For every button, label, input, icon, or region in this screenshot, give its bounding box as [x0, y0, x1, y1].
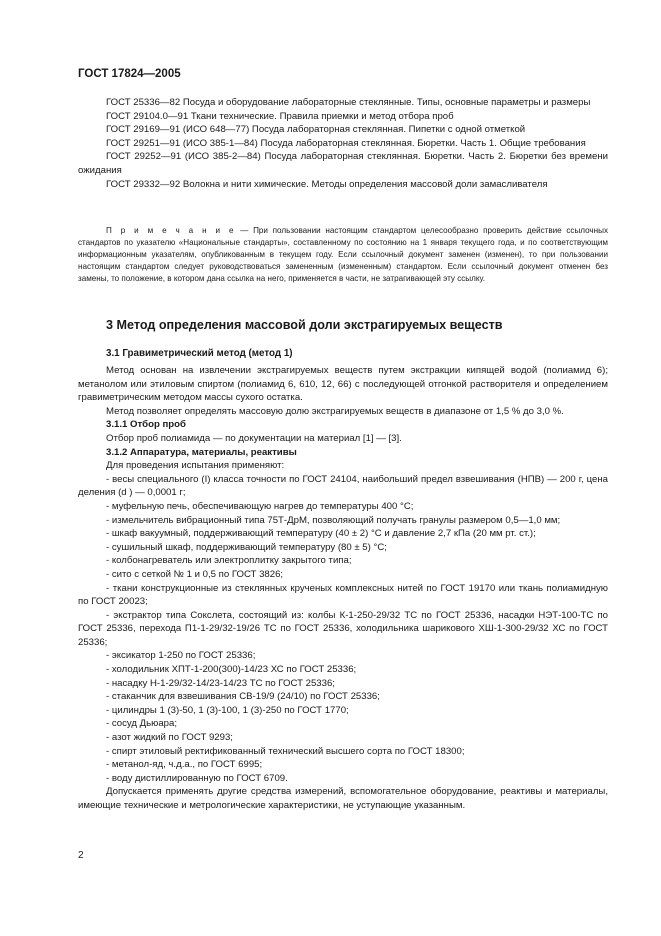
- reference-item: ГОСТ 29251—91 (ИСО 385-1—84) Посуда лабораторная стеклянная. Бюретки. Часть 1. Общие требования: [106, 137, 586, 149]
- document-header: ГОСТ 17824—2005: [78, 68, 181, 80]
- note-label: П р и м е ч а н и е: [106, 226, 236, 235]
- equipment-item: - азот жидкий по ГОСТ 9293;: [106, 732, 233, 744]
- equipment-item: - экстрактор типа Сокслета, состоящий из: колбы К-1-250-29/32 ТС по ГОСТ 25336, насадки НЭТ-100-ТС по ГОСТ 25336, перехода П1-1-29/32-19/26 ТС по ГОСТ 25336, холодильника шарикового ХШ-1-300-29/32 ХС по ГОСТ 25336;: [78, 609, 608, 648]
- section-3-body: [78, 364, 608, 813]
- equipment-item: - спирт этиловый ректификованный технический высшего сорта по ГОСТ 18300;: [106, 745, 465, 757]
- method-principle: Метод основан на извлечении экстрагируемых веществ путем экстракции кипящей водой (полиамид 6); метанолом или этиловым спиртом (полиамид 6, 610, 12, 66) с последующей отгонкой растворителя и определением гравиметрическим методом массы сухого остатка.: [78, 365, 608, 404]
- section-3-1-1-title: 3.1.1 Отбор проб: [106, 419, 186, 431]
- reference-item: ГОСТ 25336—82 Посуда и оборудование лабораторные стеклянные. Типы, основные параметры и размеры: [106, 97, 591, 108]
- alternatives-paragraph: Допускается применять другие средства измерений, вспомогательное оборудование, реактивы и материалы, имеющие технические и метрологические характеристики, не уступающие указанным.: [78, 786, 608, 811]
- reference-item: ГОСТ 29252—91 (ИСО 385-2—84) Посуда лабораторная стеклянная. Бюретки. Часть 2. Бюретки без времени ожидания: [78, 151, 608, 176]
- equipment-item: - цилиндры 1 (3)-50, 1 (3)-100, 1 (3)-250 по ГОСТ 1770;: [106, 704, 349, 716]
- method-range: Метод позволяет определять массовую долю экстрагируемых веществ в диапазоне от 1,5 % до 3,0 %.: [106, 405, 564, 417]
- equipment-item: - муфельную печь, обеспечивающую нагрев до температуры 400 °С;: [106, 500, 414, 512]
- sampling-text: Отбор проб полиамида — по документации на материал [1] — [3].: [106, 432, 402, 444]
- reference-item: ГОСТ 29104.0—91 Ткани технические. Правила приемки и метод отбора проб: [106, 110, 454, 122]
- references-list: [78, 96, 608, 191]
- equipment-item: - холодильник ХПТ-1-200(300)-14/23 ХС по ГОСТ 25336;: [106, 664, 357, 676]
- equipment-item: - эксикатор 1-250 по ГОСТ 25336;: [106, 650, 256, 662]
- reference-item: ГОСТ 29332—92 Волокна и нити химические. Методы определения массовой доли замасливателя: [106, 178, 548, 190]
- section-3-title: 3 Метод определения массовой доли экстрагируемых веществ: [106, 318, 503, 332]
- note-paragraph: [78, 225, 608, 285]
- page-number: 2: [78, 850, 84, 861]
- equipment-intro: Для проведения испытания применяют:: [106, 460, 285, 472]
- section-3-1-title: 3.1 Гравиметрический метод (метод 1): [106, 348, 293, 359]
- equipment-item: - стаканчик для взвешивания СВ-19/9 (24/10) по ГОСТ 25336;: [106, 691, 380, 703]
- equipment-item: - весы специального (I) класса точности по ГОСТ 24104, наибольший предел взвешивания (НПВ) — 200 г, цена деления (d ) — 0,0001 г;: [78, 473, 608, 499]
- equipment-item: - метанол-яд, ч.д.а., по ГОСТ 6995;: [106, 759, 263, 771]
- equipment-item: - сушильный шкаф, поддерживающий температуру (80 ± 5) °С;: [106, 541, 387, 553]
- equipment-item: - ткани конструкционные из стеклянных крученых комплексных нитей по ГОСТ 19170 или ткань полиамидную по ГОСТ 20023;: [78, 582, 608, 608]
- equipment-item: - насадку Н-1-29/32-14/23-14/23 ТС по ГОСТ 25336;: [106, 677, 335, 689]
- equipment-item: - сосуд Дьюара;: [106, 718, 178, 730]
- reference-item: ГОСТ 29169—91 (ИСО 648—77) Посуда лабораторная стеклянная. Пипетки с одной отметкой: [106, 124, 526, 136]
- equipment-item: - шкаф вакуумный, поддерживающий температуру (40 ± 2) °С и давление 2,7 кПа (20 мм рт. ст.);: [106, 528, 536, 540]
- equipment-item: - колбонагреватель или электроплитку закрытого типа;: [106, 555, 352, 567]
- equipment-item: - сито с сеткой № 1 и 0,5 по ГОСТ 3826;: [106, 568, 284, 580]
- note-text: — При пользовании настоящим стандартом целесообразно проверить действие ссылочных стандартов по указателю «Национальные стандарты», составленному по состоянию на 1 января текущего года, и по соответствующим информационным указателям, опубликованным в текущем году. Если ссылочный документ заменен (изменен), то при пользовании настоящим стандартом следует руководствоваться замененным (измененным) стандартом. Если ссылочный документ отменен без замены, то положение, в котором дана ссылка на него, применяется в части, не затрагивающей эту ссылку.: [78, 226, 608, 283]
- equipment-item: - измельчитель вибрационный типа 75Т-ДрМ, позволяющий получать гранулы размером 0,5—1,0 мм;: [106, 514, 561, 526]
- equipment-item: - воду дистиллированную по ГОСТ 6709.: [106, 772, 288, 784]
- section-3-1-2-title: 3.1.2 Аппаратура, материалы, реактивы: [106, 446, 297, 458]
